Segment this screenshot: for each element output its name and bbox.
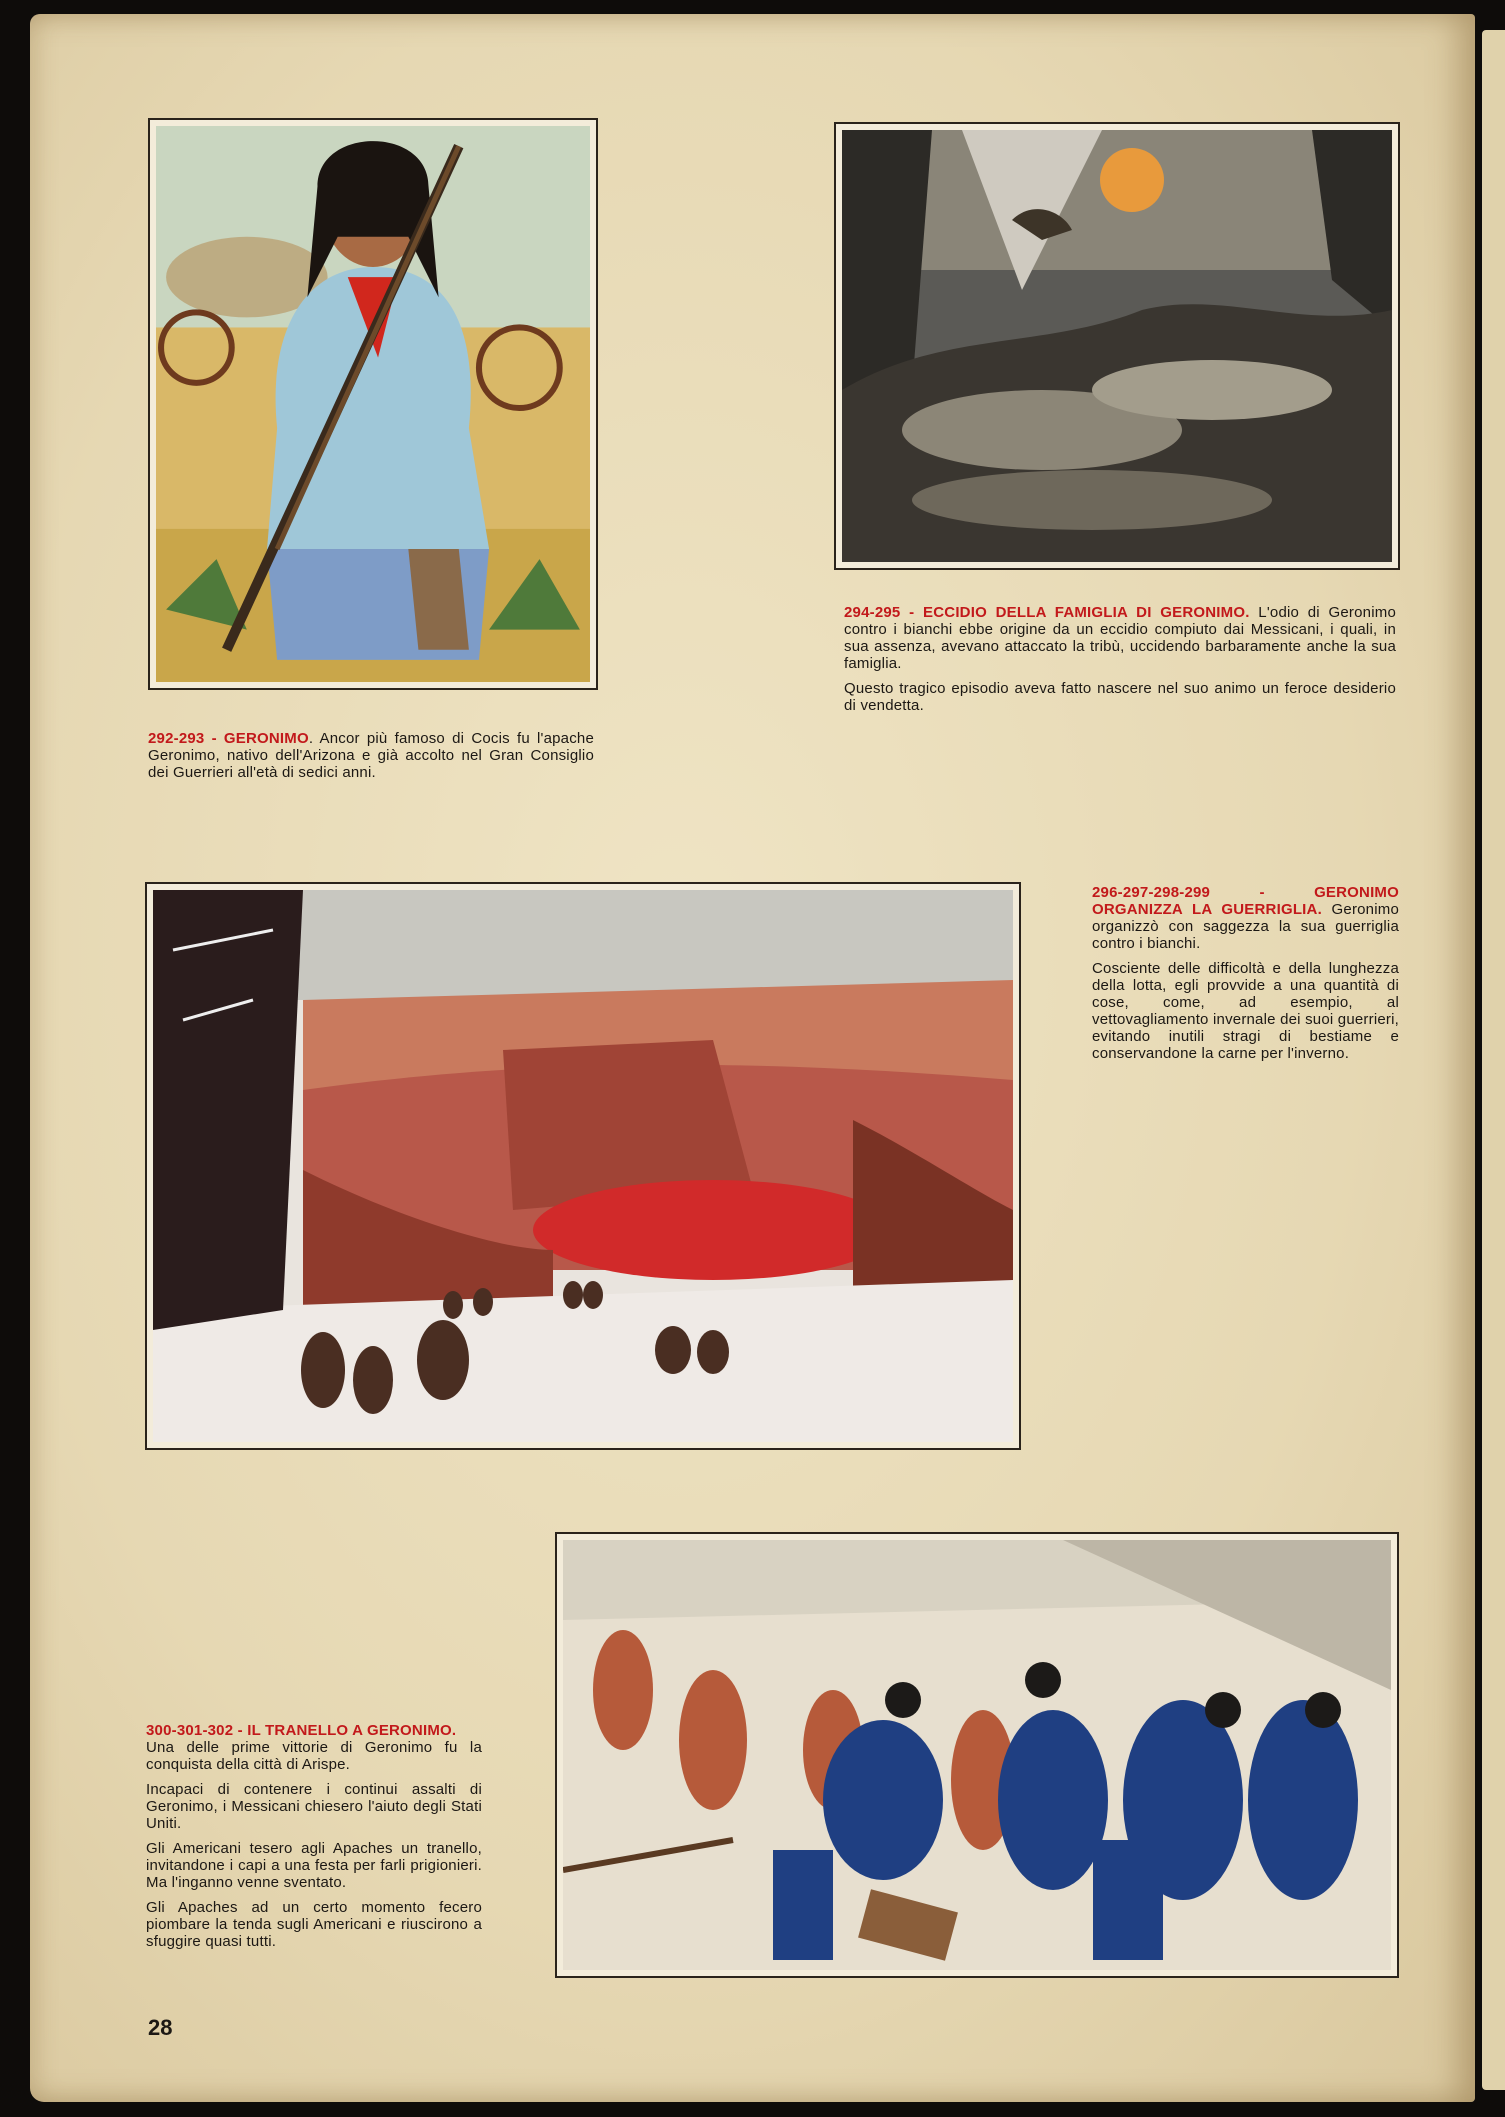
caption-separator: - xyxy=(233,1722,248,1739)
caption-number: 296-297-298-299 xyxy=(1092,884,1211,901)
page-number: 28 xyxy=(148,2015,173,2040)
facing-page-edge xyxy=(1482,30,1505,2090)
caption-separator: - xyxy=(1210,884,1315,901)
caption-geronimo xyxy=(148,730,594,789)
caption-title: ECCIDIO DELLA FAMIGLIA DI GERONIMO. xyxy=(923,604,1250,621)
caption-guerriglia xyxy=(1092,884,1399,1070)
caption-number: 300-301-302 xyxy=(146,1722,234,1739)
caption-text: . Ancor più famoso di Cocis fu l'apache Geronimo, nativo dell'Arizona e già accolto nel Gran Consiglio dei Guerrieri all'età di sedici anni. xyxy=(148,730,594,781)
caption-paragraph: Questo tragico episodio aveva fatto nascere nel suo animo un feroce desiderio di vendetta. xyxy=(844,680,1396,714)
sticker-geronimo-portrait xyxy=(148,118,598,690)
caption-title: GERONIMO xyxy=(223,730,309,747)
canyon-image xyxy=(153,890,1013,1442)
caption-text: L'odio di Geronimo contro i bianchi ebbe origine da un eccidio compiuto dai Messicani, i quali, in sua assenza, avevano attaccato la tribù, uccidendo barbaramente anche la sua famiglia. xyxy=(844,604,1396,672)
caption-text: Geronimo organizzò con saggezza la sua guerriglia contro i bianchi. xyxy=(1092,901,1399,952)
caption-text: Una delle prime vittorie di Geronimo fu la conquista della città di Arispe. xyxy=(146,1739,482,1773)
caption-tranello xyxy=(146,1722,482,1958)
sticker-eccidio xyxy=(834,122,1400,570)
caption-number: 292-293 xyxy=(148,730,205,747)
caption-paragraph: Gli Apaches ad un certo momento fecero piombare la tenda sugli Americani e riuscirono a sfuggire quasi tutti. xyxy=(146,1899,482,1950)
eccidio-image xyxy=(842,130,1392,562)
caption-separator: - xyxy=(204,730,224,747)
sticker-canyon xyxy=(145,882,1021,1450)
caption-eccidio xyxy=(844,604,1396,722)
caption-paragraph: Gli Americani tesero agli Apaches un tranello, invitandone i capi a una festa per farli prigionieri. Ma l'inganno venne sventato. xyxy=(146,1840,482,1891)
caption-number: 294-295 xyxy=(844,604,901,621)
caption-paragraph: Incapaci di contenere i continui assalti di Geronimo, i Messicani chiesero l'aiuto degli Stati Uniti. xyxy=(146,1781,482,1832)
sticker-tranello xyxy=(555,1532,1399,1978)
caption-title: GERONIMO ORGANIZZA LA GUERRIGLIA. xyxy=(1092,884,1399,918)
geronimo-portrait-image xyxy=(156,126,590,682)
caption-paragraph: Cosciente delle difficoltà e della lunghezza della lotta, egli provvide a una quantità di cose, come, ad esempio, al vettovagliamento invernale dei suoi guerrieri, evitando inutili stragi di bestiame e conservandone la carne per l'inverno. xyxy=(1092,960,1399,1062)
caption-separator: - xyxy=(900,604,924,621)
caption-title: IL TRANELLO A GERONIMO. xyxy=(247,1722,457,1739)
tranello-image xyxy=(563,1540,1391,1970)
